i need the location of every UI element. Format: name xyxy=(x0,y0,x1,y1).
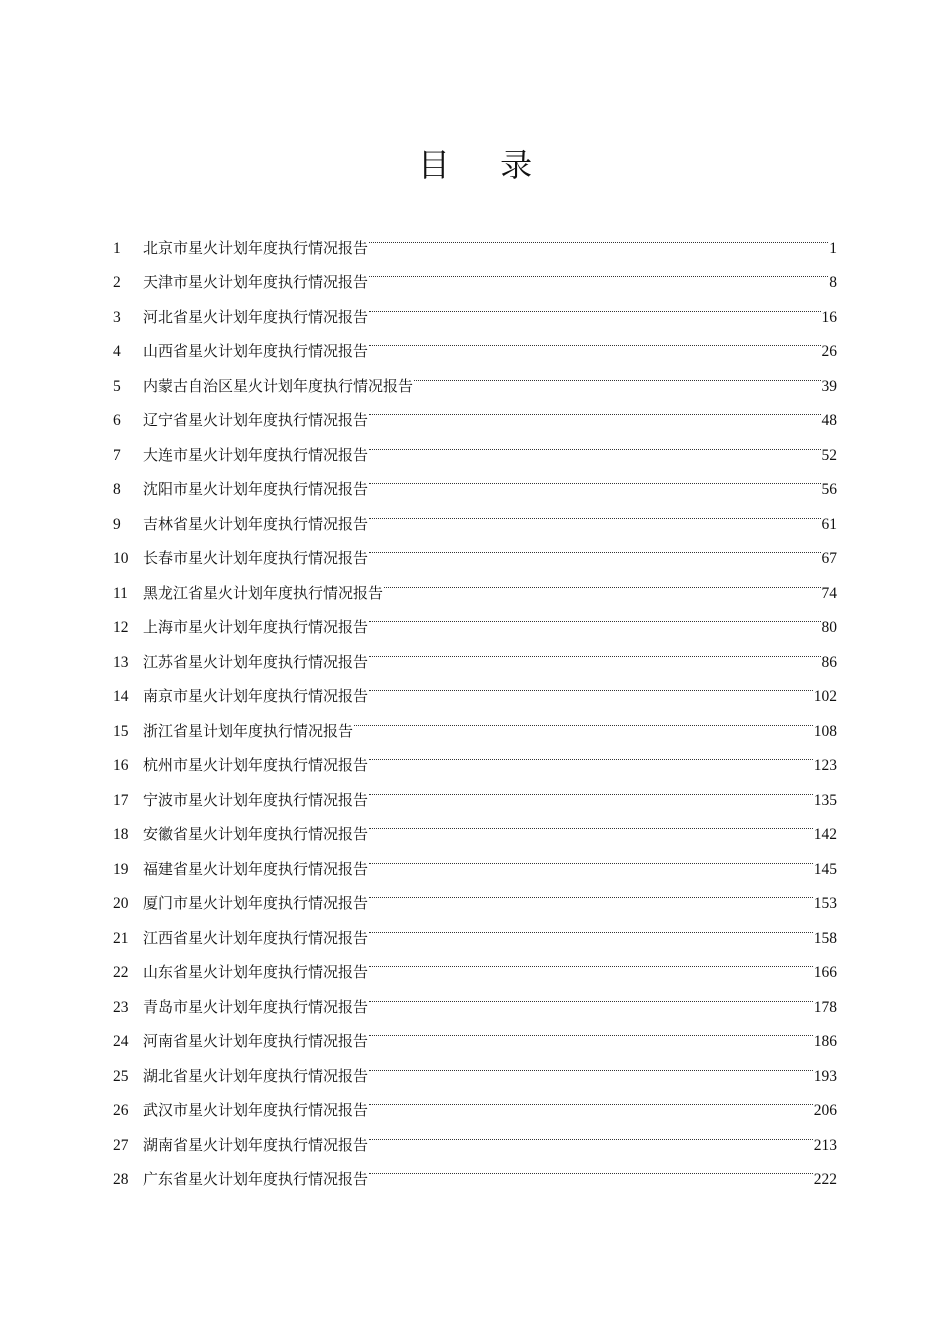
toc-entry-title: 武汉市星火计划年度执行情况报告 xyxy=(143,1101,369,1119)
toc-entry-page-number: 193 xyxy=(813,1067,837,1085)
toc-entry-page-number: 56 xyxy=(821,481,837,498)
toc-entry-page-number: 26 xyxy=(821,343,837,360)
toc-dot-leader xyxy=(369,736,813,771)
toc-entry-number: 28 xyxy=(113,1171,129,1188)
toc-entry-page-number: 178 xyxy=(813,998,837,1016)
toc-entry-title: 山西省星火计划年度执行情况报告 xyxy=(143,342,369,360)
toc-dot-leader xyxy=(369,598,820,633)
toc-entry-page-number: 1 xyxy=(829,239,837,257)
toc-entry-title: 江苏省星火计划年度执行情况报告 xyxy=(143,652,369,671)
toc-dot-leader xyxy=(369,460,820,495)
toc-entry-title: 天津市星火计划年度执行情况报告 xyxy=(143,273,369,291)
toc-entry-number: 26 xyxy=(113,1102,129,1119)
toc-entry-title: 浙江省星计划年度执行情况报告 xyxy=(143,721,354,740)
toc-dot-leader xyxy=(369,874,813,909)
toc-entry-title: 湖南省星火计划年度执行情况报告 xyxy=(143,1135,369,1154)
toc-entry-page-number: 222 xyxy=(813,1171,837,1188)
toc-dot-leader xyxy=(369,529,820,564)
toc-entry-number: 1 xyxy=(113,239,121,257)
toc-entry-page-number: 186 xyxy=(813,1033,837,1050)
toc-entry-number: 18 xyxy=(113,826,129,843)
toc-entry-number: 15 xyxy=(113,722,129,740)
toc-entry-title: 河北省星火计划年度执行情况报告 xyxy=(143,307,369,326)
toc-dot-leader xyxy=(369,322,820,357)
toc-entry-number: 27 xyxy=(113,1136,129,1154)
toc-entry-title: 宁波市星火计划年度执行情况报告 xyxy=(143,790,369,809)
toc-entry-number: 4 xyxy=(113,343,121,360)
toc-dot-leader xyxy=(354,701,813,736)
toc-entry-title: 福建省星火计划年度执行情况报告 xyxy=(143,859,369,878)
toc-entry-number: 17 xyxy=(113,791,129,809)
toc-entry-page-number: 61 xyxy=(821,515,837,533)
toc-dot-leader xyxy=(369,1012,813,1047)
toc-dot-leader xyxy=(369,425,820,460)
toc-entry-page-number: 158 xyxy=(813,929,837,947)
toc-entry-title: 沈阳市星火计划年度执行情况报告 xyxy=(143,480,369,498)
toc-entry-number: 13 xyxy=(113,653,129,671)
toc-dot-leader xyxy=(369,908,813,943)
toc-entry-number: 14 xyxy=(113,688,129,705)
toc-dot-leader xyxy=(384,563,820,598)
toc-entry-title: 青岛市星火计划年度执行情况报告 xyxy=(143,997,369,1016)
toc-entry-number: 8 xyxy=(113,481,121,498)
toc-entry-title: 厦门市星火计划年度执行情况报告 xyxy=(143,894,369,912)
toc-entry-number: 24 xyxy=(113,1033,129,1050)
table-of-contents xyxy=(113,218,837,1188)
toc-entry-title: 黑龙江省星火计划年度执行情况报告 xyxy=(143,583,384,602)
toc-entry-page-number: 108 xyxy=(813,722,837,740)
toc-entry-number: 20 xyxy=(113,895,129,912)
toc-entry-title: 广东省星火计划年度执行情况报告 xyxy=(143,1170,369,1188)
toc-entry-title: 山东省星火计划年度执行情况报告 xyxy=(143,963,369,981)
toc-entry-page-number: 74 xyxy=(821,584,837,602)
toc-dot-leader xyxy=(369,770,813,805)
toc-entry-page-number: 206 xyxy=(813,1102,837,1119)
toc-entry-number: 6 xyxy=(113,412,121,429)
toc-entry-page-number: 135 xyxy=(813,791,837,809)
toc-entry-page-number: 123 xyxy=(813,757,837,774)
toc-dot-leader xyxy=(369,632,820,667)
toc-entry-number: 23 xyxy=(113,998,129,1016)
toc-entry-title: 河南省星火计划年度执行情况报告 xyxy=(143,1032,369,1050)
toc-entry-title: 江西省星火计划年度执行情况报告 xyxy=(143,928,369,947)
toc-entry-number: 7 xyxy=(113,446,121,464)
toc-entry[interactable] xyxy=(113,218,837,257)
toc-entry-number: 16 xyxy=(113,757,129,774)
toc-entry-title: 大连市星火计划年度执行情况报告 xyxy=(143,445,369,464)
toc-entry-page-number: 213 xyxy=(813,1136,837,1154)
toc-entry-page-number: 16 xyxy=(821,308,837,326)
toc-entry-title: 北京市星火计划年度执行情况报告 xyxy=(143,238,369,257)
toc-dot-leader xyxy=(369,943,813,978)
toc-entry-number: 5 xyxy=(113,377,121,395)
toc-entry-page-number: 39 xyxy=(821,377,837,395)
toc-entry-page-number: 102 xyxy=(813,688,837,705)
toc-entry-page-number: 145 xyxy=(813,860,837,878)
toc-entry-number: 22 xyxy=(113,964,129,981)
toc-entry-title: 南京市星火计划年度执行情况报告 xyxy=(143,687,369,705)
toc-entry-title: 内蒙古自治区星火计划年度执行情况报告 xyxy=(143,376,414,395)
toc-dot-leader xyxy=(369,253,828,288)
toc-entry-page-number: 52 xyxy=(821,446,837,464)
toc-entry-title: 长春市星火计划年度执行情况报告 xyxy=(143,549,369,567)
toc-entry-number: 21 xyxy=(113,929,129,947)
toc-entry-page-number: 8 xyxy=(829,274,837,291)
toc-dot-leader xyxy=(369,287,820,322)
toc-entry-title: 吉林省星火计划年度执行情况报告 xyxy=(143,514,369,533)
toc-entry-number: 19 xyxy=(113,860,129,878)
toc-entry-page-number: 153 xyxy=(813,895,837,912)
toc-dot-leader xyxy=(369,839,813,874)
toc-dot-leader xyxy=(369,667,813,702)
toc-dot-leader xyxy=(369,1046,813,1081)
toc-dot-leader xyxy=(369,218,828,253)
toc-entry-title: 杭州市星火计划年度执行情况报告 xyxy=(143,756,369,774)
toc-entry-number: 2 xyxy=(113,274,121,291)
toc-dot-leader xyxy=(369,1150,813,1185)
toc-dot-leader xyxy=(369,391,820,426)
toc-entry-page-number: 80 xyxy=(821,619,837,636)
toc-dot-leader xyxy=(369,977,813,1012)
toc-dot-leader xyxy=(369,1115,813,1150)
toc-entry-title: 辽宁省星火计划年度执行情况报告 xyxy=(143,411,369,429)
toc-entry-number: 10 xyxy=(113,550,129,567)
toc-entry-title: 安徽省星火计划年度执行情况报告 xyxy=(143,825,369,843)
toc-dot-leader xyxy=(369,494,820,529)
toc-entry-page-number: 86 xyxy=(821,653,837,671)
toc-entry-title: 湖北省星火计划年度执行情况报告 xyxy=(143,1066,369,1085)
toc-dot-leader xyxy=(369,1081,813,1116)
toc-dot-leader xyxy=(369,805,813,840)
toc-dot-leader xyxy=(414,356,820,391)
toc-entry-page-number: 67 xyxy=(821,550,837,567)
toc-entry-number: 11 xyxy=(113,584,128,602)
toc-entry-page-number: 48 xyxy=(821,412,837,429)
toc-entry-number: 3 xyxy=(113,308,121,326)
page-title: 目 录 xyxy=(417,146,553,184)
toc-entry-number: 25 xyxy=(113,1067,129,1085)
toc-entry-number: 9 xyxy=(113,515,121,533)
toc-entry-page-number: 142 xyxy=(813,826,837,843)
toc-entry-number: 12 xyxy=(113,619,129,636)
toc-entry-title: 上海市星火计划年度执行情况报告 xyxy=(143,618,369,636)
toc-entry-page-number: 166 xyxy=(813,964,837,981)
